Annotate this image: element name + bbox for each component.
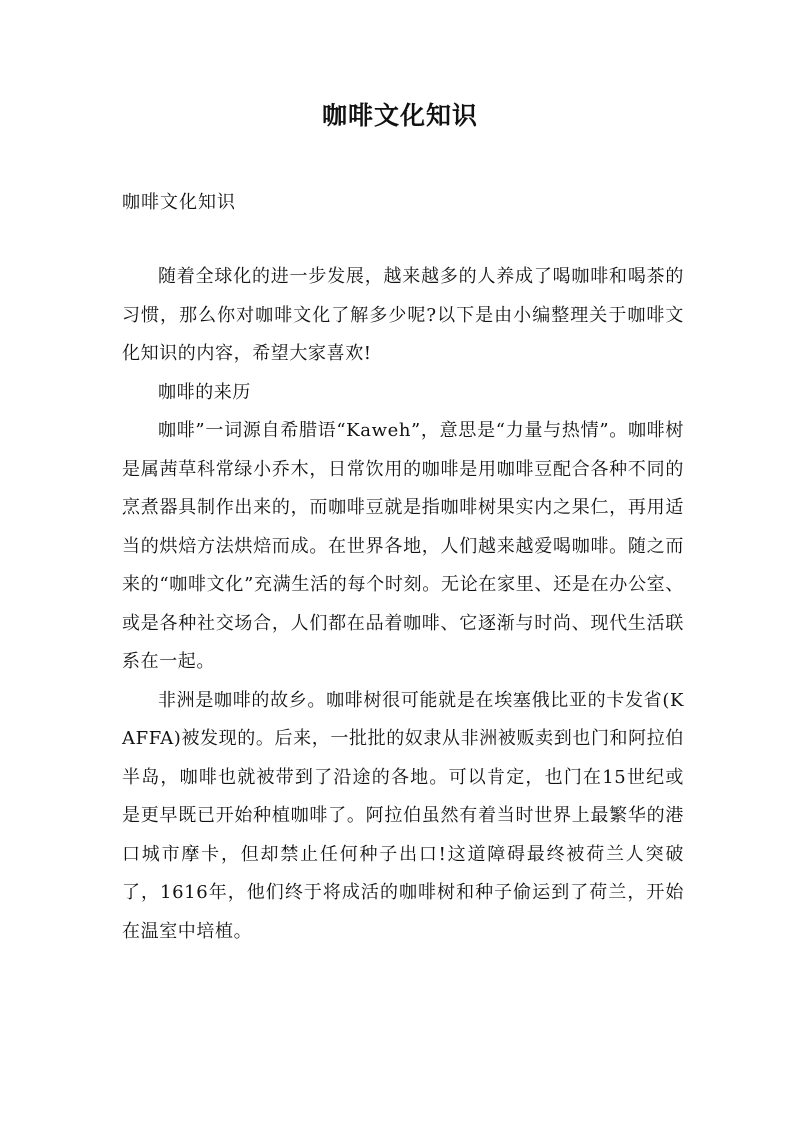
document-body bbox=[122, 258, 684, 951]
intro-paragraph: 随着全球化的进一步发展，越来越多的人养成了喝咖啡和喝茶的习惯，那么你对咖啡文化了解多少呢?以下是由小编整理关于咖啡文化知识的内容，希望大家喜欢! bbox=[122, 266, 684, 364]
document-title: 咖啡文化知识 bbox=[321, 101, 478, 130]
section-heading: 咖啡的来历 bbox=[158, 381, 251, 403]
body-paragraph-africa: 非洲是咖啡的故乡。咖啡树很可能就是在埃塞俄比亚的卡发省(KAFFA)被发现的。后来，一批批的奴隶从非洲被贩卖到也门和阿拉伯半岛，咖啡也就被带到了沿途的各地。可以肯定，也门在15世纪或是更早既已开始种植咖啡了。阿拉伯虽然有着当时世界上最繁华的港口城市摩卡，但却禁止任何种子出口!这道障碍最终被荷兰人突破了，1616年，他们终于将成活的咖啡树和种子偷运到了荷兰，开始在温室中培植。 bbox=[122, 689, 684, 942]
body-paragraph-origin: 咖啡”一词源自希腊语“Kaweh”，意思是“力量与热情”。咖啡树是属茜草科常绿小乔木，日常饮用的咖啡是用咖啡豆配合各种不同的烹煮器具制作出来的，而咖啡豆就是指咖啡树果实内之果仁，再用适当的烘焙方法烘焙而成。在世界各地，人们越来越爱喝咖啡。随之而来的“咖啡文化”充满生活的每个时刻。无论在家里、还是在办公室、或是各种社交场合，人们都在品着咖啡、它逐渐与时尚、现代生活联系在一起。 bbox=[122, 420, 684, 672]
document-subtitle: 咖啡文化知识 bbox=[122, 192, 236, 213]
